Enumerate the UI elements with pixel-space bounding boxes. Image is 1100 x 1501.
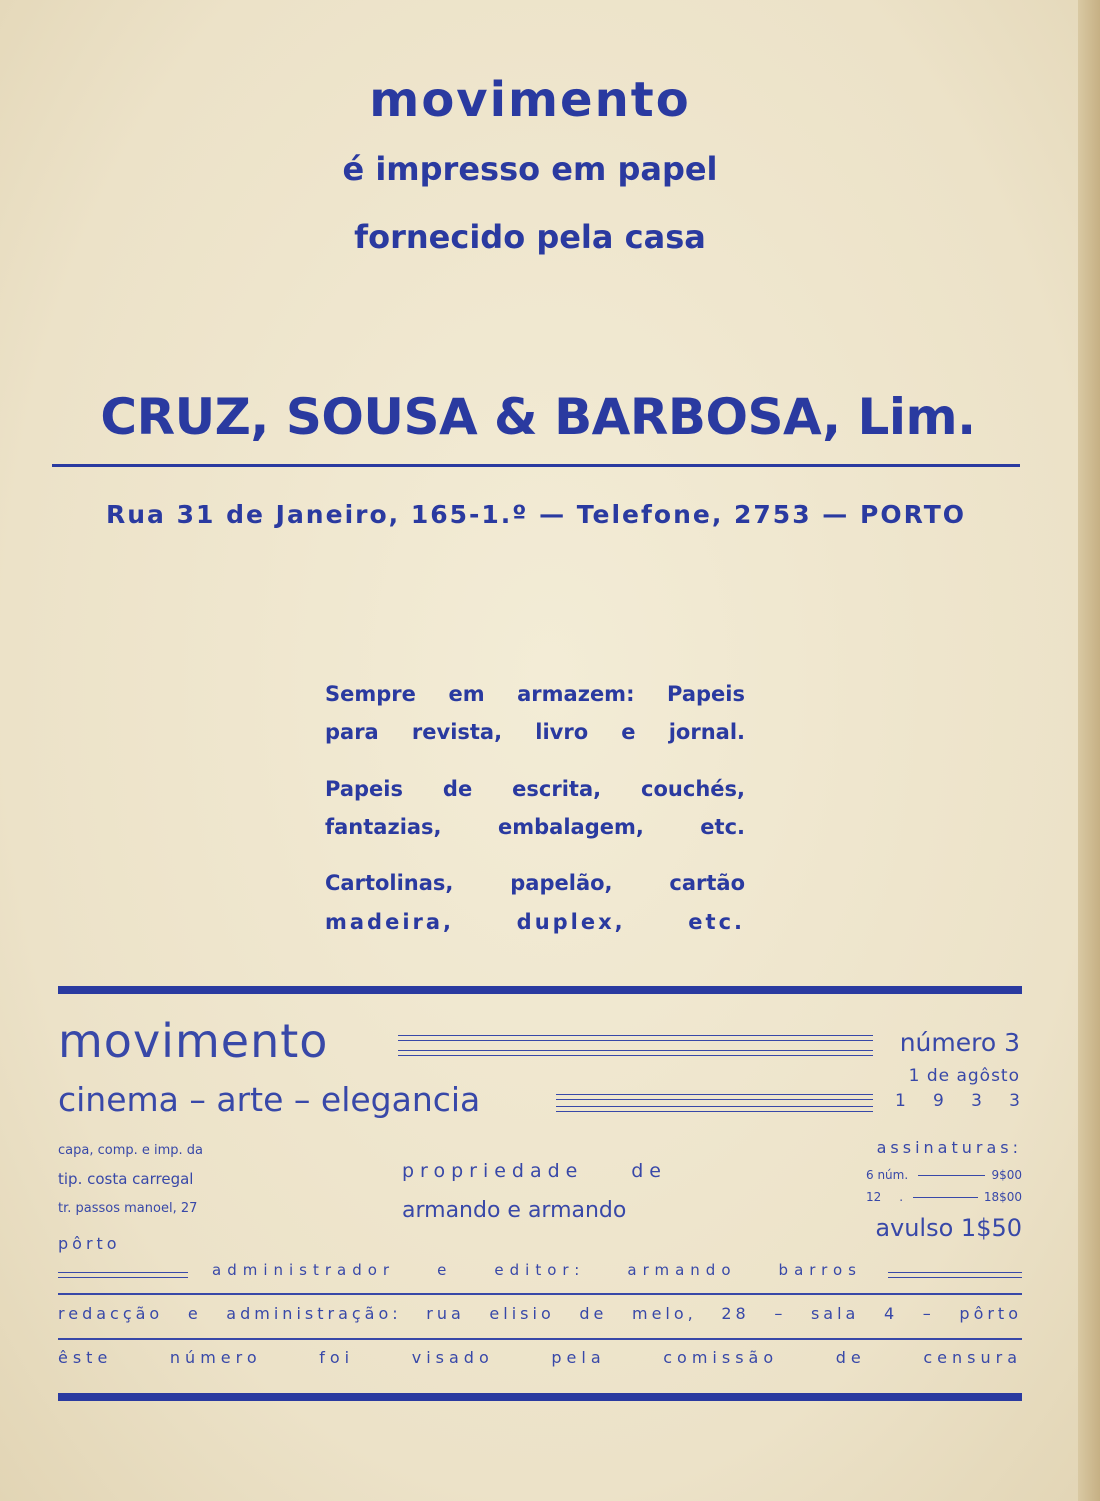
imprint-line-1: capa, comp. e imp. da (58, 1143, 204, 1158)
subscription-price: 9$00 (991, 1168, 1022, 1182)
page-edge (1078, 0, 1100, 1501)
divider-rule (58, 1293, 1022, 1295)
stock-line: Sempre em armazem: Papeis (325, 682, 745, 706)
imprint-line-2: tip. costa carregal (58, 1170, 194, 1188)
masthead-dash-rule (398, 1035, 873, 1041)
masthead-dash-rule (556, 1094, 873, 1100)
divider-rule (58, 1338, 1022, 1340)
issue-year: 1 9 3 3 (895, 1091, 1020, 1111)
stock-line: Papeis de escrita, couchés, (325, 777, 745, 801)
ownership-names: armando e armando (402, 1198, 627, 1223)
admin-dash-rule (58, 1272, 188, 1278)
subscription-row (866, 1168, 1022, 1182)
issue-number: número 3 (899, 1028, 1020, 1057)
single-issue-price: avulso 1$50 (875, 1214, 1022, 1242)
stock-line: fantazias, embalagem, etc. (325, 815, 745, 839)
stock-line: madeira, duplex, etc. (325, 910, 745, 934)
masthead-subtitle: cinema – arte – elegancia (58, 1080, 481, 1119)
censorship-note: êste número foi visado pela comissão de censura (58, 1348, 1022, 1367)
subscription-label: 6 núm. (866, 1168, 909, 1182)
imprint-line-3: tr. passos manoel, 27 (58, 1201, 198, 1216)
stock-line: Cartolinas, papelão, cartão (325, 871, 745, 895)
subscription-mark: . (899, 1190, 904, 1204)
subscription-price: 18$00 (983, 1190, 1022, 1204)
masthead-dash-rule (556, 1106, 873, 1112)
masthead-top-bar (58, 986, 1022, 994)
masthead-title: movimento (58, 1014, 329, 1068)
ownership-label: propriedade de (402, 1160, 667, 1182)
subscription-dash (918, 1175, 985, 1182)
masthead-bottom-bar (58, 1393, 1022, 1401)
stock-line: para revista, livro e jornal. (325, 720, 745, 744)
admin-dash-rule (888, 1272, 1022, 1278)
subscriptions-heading: assinaturas: (876, 1138, 1022, 1157)
company-name: CRUZ, SOUSA & BARBOSA, Lim. (100, 388, 976, 446)
issue-date: 1 de agôsto (908, 1066, 1020, 1086)
redaction-address: redacção e administração: rua elisio de melo, 28 – sala 4 – pôrto (58, 1304, 1022, 1323)
imprint-city: pôrto (58, 1234, 121, 1253)
ad-line-1: é impresso em papel (342, 150, 718, 188)
subscription-dash (913, 1197, 978, 1204)
subscription-label: 12 (866, 1190, 882, 1204)
company-address: Rua 31 de Janeiro, 165-1.º — Telefone, 2753 — PORTO (105, 500, 967, 529)
ad-magazine-name: movimento (369, 72, 691, 128)
masthead-dash-rule (398, 1050, 873, 1056)
subscription-row (866, 1190, 1022, 1204)
administrator-line: administrador e editor: armando barros (212, 1261, 862, 1279)
ad-line-2: fornecido pela casa (354, 218, 706, 256)
company-rule (52, 464, 1020, 467)
